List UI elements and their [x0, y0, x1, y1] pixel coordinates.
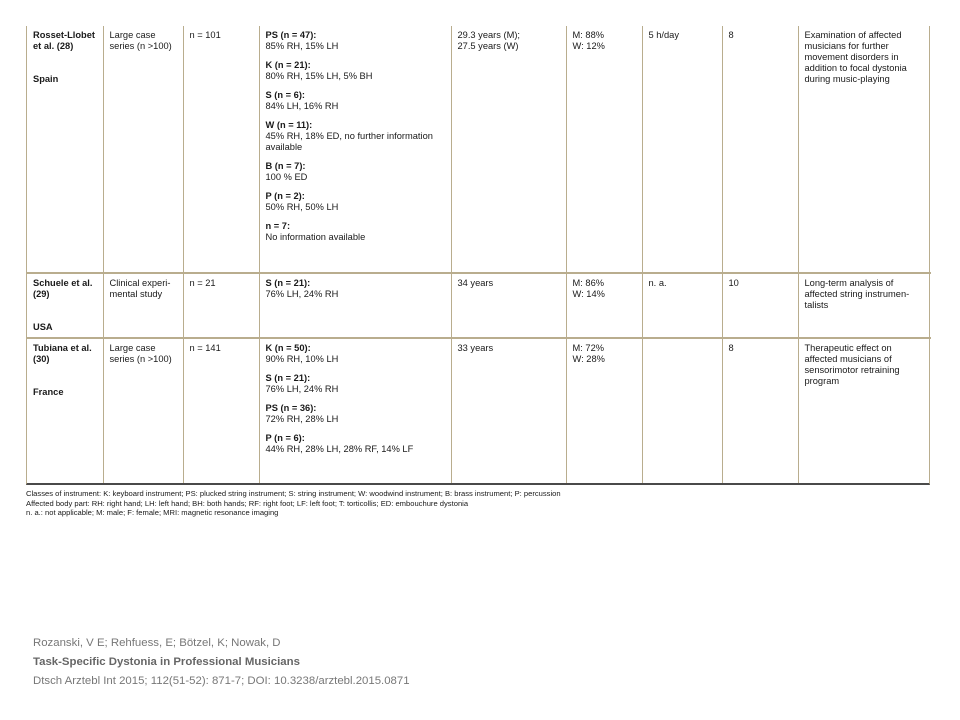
group-detail: 80% RH, 15% LH, 5% BH: [265, 71, 373, 81]
citation-authors: Rozanski, V E; Rehfuess, E; Bötzel, K; Nowak, D: [33, 637, 281, 649]
group-label: K (n = 50):: [265, 343, 311, 354]
sex-cell: M: 72% W: 28%: [566, 338, 642, 483]
sample-size-cell: n = 141: [183, 338, 259, 483]
instrument-group: [266, 90, 445, 112]
age-cell: 33 years: [451, 338, 566, 483]
group-detail: 85% RH, 15% LH: [265, 41, 339, 51]
group-detail: 90% RH, 10% LH: [265, 354, 339, 365]
group-label: PS (n = 36):: [265, 403, 317, 414]
design-cell: Clinical experi-mental study: [103, 273, 183, 338]
group-detail: No information available: [265, 232, 366, 242]
sex-cell: M: 86% W: 14%: [566, 273, 642, 338]
practice-cell: n. a.: [642, 273, 722, 338]
score-cell: 10: [722, 273, 798, 338]
group-detail: 84% LH, 16% RH: [265, 101, 339, 111]
table-row: [27, 273, 931, 338]
instrument-group: [266, 120, 445, 153]
instrument-group: [266, 60, 445, 82]
instrument-group: [266, 161, 445, 183]
footnote-body-parts: Affected body part: RH: right hand; LH: left hand; BH: both hands; RF: right foot; LF: left foot; T: torticollis; ED: embouchure dystonia: [26, 498, 469, 508]
group-label: P (n = 2):: [265, 191, 305, 201]
table-row: [27, 338, 931, 483]
citation-title: Task-Specific Dystonia in Professional Musicians: [33, 656, 300, 668]
study-country: Spain: [33, 74, 59, 84]
aim-cell: Long-term analysis of affected string instrumen-talists: [798, 273, 931, 338]
sex-cell: M: 88% W: 12%: [566, 26, 642, 273]
group-label: PS (n = 47):: [265, 30, 317, 40]
group-label: S (n = 21):: [265, 373, 311, 384]
group-label: P (n = 6):: [265, 433, 305, 444]
group-label: n = 7:: [265, 221, 291, 231]
instrument-groups-cell: [259, 26, 451, 273]
study-country: France: [33, 387, 64, 398]
design-cell: Large case series (n >100): [103, 26, 183, 273]
study-author: Schuele et al. (29): [33, 278, 93, 300]
practice-cell: 5 h/day: [642, 26, 722, 273]
design-cell: Large case series (n >100): [103, 338, 183, 483]
group-detail: 76% LH, 24% RH: [265, 384, 339, 395]
study-cell: [27, 273, 103, 338]
study-cell: [27, 338, 103, 483]
group-detail: 44% RH, 28% LH, 28% RF, 14% LF: [265, 444, 414, 455]
study-country: USA: [33, 322, 53, 333]
group-label: S (n = 6):: [265, 90, 306, 100]
age-cell: 34 years: [451, 273, 566, 338]
instrument-groups-cell: [259, 273, 451, 338]
instrument-group: [266, 278, 445, 300]
instrument-group: [266, 221, 445, 243]
footnote-instrument-classes: Classes of instrument: K: keyboard instrument; PS: plucked string instrument; S: string instrument; W: woodwind instrument; B: brass instrument; P: percussion: [26, 489, 561, 498]
instrument-group: [266, 191, 445, 213]
instrument-group: [266, 433, 445, 455]
group-label: S (n = 21):: [265, 278, 311, 289]
group-label: B (n = 7):: [265, 161, 306, 171]
score-cell: 8: [722, 26, 798, 273]
group-label: W (n = 11):: [265, 120, 313, 130]
study-author: Tubiana et al. (30): [33, 343, 92, 365]
citation-reference: Dtsch Arztebl Int 2015; 112(51-52): 871-7; DOI: 10.3238/arztebl.2015.0871: [33, 675, 410, 687]
practice-cell: [642, 338, 722, 483]
study-table-container: [26, 26, 930, 485]
study-author: Rosset-Llobet et al. (28): [33, 30, 95, 51]
table-footnotes: [26, 489, 930, 518]
instrument-group: [266, 373, 445, 395]
age-cell: 29.3 years (M); 27.5 years (W): [451, 26, 566, 273]
instrument-group: [266, 343, 445, 365]
study-table: [27, 26, 931, 483]
instrument-group: [266, 30, 445, 52]
citation-block: [33, 634, 913, 691]
group-detail: 45% RH, 18% ED, no further information available: [265, 131, 433, 152]
group-detail: 50% RH, 50% LH: [265, 202, 339, 212]
table-row: [27, 26, 931, 273]
instrument-groups-cell: [259, 338, 451, 483]
group-detail: 100 % ED: [265, 172, 308, 182]
aim-cell: Therapeutic effect on affected musicians of sensorimotor retraining program: [798, 338, 931, 483]
study-cell: [27, 26, 103, 273]
score-cell: 8: [722, 338, 798, 483]
sample-size-cell: n = 21: [183, 273, 259, 338]
sample-size-cell: n = 101: [183, 26, 259, 273]
instrument-group: [266, 403, 445, 425]
footnote-abbreviations: n. a.: not applicable; M: male; F: female; MRI: magnetic resonance imaging: [26, 508, 279, 518]
group-detail: 76% LH, 24% RH: [265, 289, 339, 300]
aim-cell: Examination of affected musicians for further movement disorders in addition to focal dystonia during music-playing: [804, 30, 907, 84]
group-detail: 72% RH, 28% LH: [265, 414, 339, 425]
group-label: K (n = 21):: [265, 60, 311, 70]
